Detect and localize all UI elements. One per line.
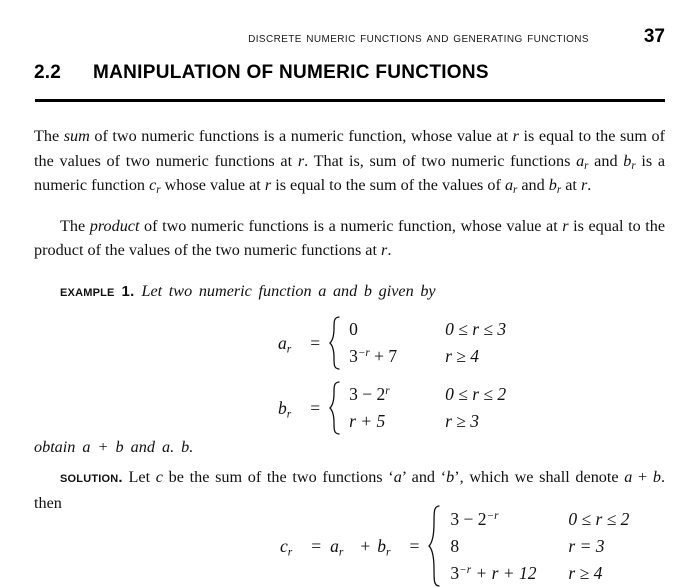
case-expression bbox=[450, 533, 568, 560]
page-number: 37 bbox=[643, 26, 665, 47]
equals-sign: = bbox=[310, 332, 321, 353]
case-expression bbox=[450, 560, 568, 587]
text-fragment: and bbox=[588, 151, 624, 170]
math-var-subscript: r bbox=[556, 184, 562, 197]
example-statement: Let two numeric function a and b given by bbox=[141, 281, 436, 300]
equation-a-r bbox=[278, 316, 506, 370]
equation-b-r bbox=[278, 381, 506, 435]
case-row bbox=[349, 316, 506, 343]
emphasis-sum: sum bbox=[63, 127, 90, 145]
text-fragment: is equal to the product of the values of the two numeric functions at bbox=[34, 216, 666, 260]
expr-pre: 3 − bbox=[349, 384, 377, 404]
text-fragment: is a numeric function bbox=[34, 151, 666, 195]
text-fragment: . bbox=[387, 241, 392, 260]
math-var-b: b bbox=[446, 468, 455, 486]
expr-post: + r + 12 bbox=[471, 562, 537, 583]
math-var-b-sub-r bbox=[548, 176, 562, 197]
math-var-subscript: r bbox=[584, 159, 589, 172]
math-var-base: c bbox=[280, 535, 288, 556]
math-var-a: a bbox=[624, 468, 633, 486]
case-expression bbox=[349, 381, 445, 408]
case-row bbox=[450, 533, 629, 560]
math-var-r: r bbox=[580, 176, 588, 195]
expr-exponent: r bbox=[385, 384, 390, 397]
equation-term-a-r bbox=[330, 536, 343, 557]
example-label: example 1. bbox=[60, 282, 135, 300]
equals-sign: = bbox=[409, 535, 420, 556]
math-var-base: b bbox=[623, 151, 632, 170]
running-head-title: discrete numeric functions and generating functions bbox=[248, 30, 589, 46]
expr-exponent: −r bbox=[459, 563, 472, 576]
expr-pre: 8 bbox=[450, 535, 460, 556]
case-expression bbox=[450, 506, 568, 533]
section-number: 2.2 bbox=[34, 62, 62, 83]
math-var-base: a bbox=[278, 332, 287, 353]
cases-list bbox=[349, 381, 506, 435]
text-fragment: ’ and ‘ bbox=[401, 468, 447, 486]
math-var-a-sub-r bbox=[504, 176, 518, 197]
case-condition: 0 ≤ r ≤ 3 bbox=[445, 319, 507, 339]
equation-lhs bbox=[280, 536, 292, 557]
case-condition: r ≥ 4 bbox=[445, 346, 480, 366]
math-var-r: r bbox=[264, 176, 272, 195]
math-var-a: a bbox=[393, 468, 402, 486]
equals-sign: = bbox=[311, 535, 322, 556]
expr-post: + 7 bbox=[369, 346, 398, 366]
equals-sign: = bbox=[310, 397, 321, 418]
math-var-b-sub-r bbox=[623, 152, 635, 170]
expr-exponent: −r bbox=[486, 509, 499, 522]
equation-lhs bbox=[278, 333, 291, 354]
text-fragment: of two numeric functions is a numeric function, whose value at bbox=[89, 127, 513, 145]
math-var-subscript: r bbox=[286, 407, 292, 420]
section-heading bbox=[34, 62, 489, 84]
text-fragment: ’, which we shall denote bbox=[454, 468, 625, 486]
body-column bbox=[34, 124, 665, 305]
text-fragment: is equal to the sum of the values of two numeric functions at bbox=[34, 127, 666, 170]
expr-base: 2 bbox=[477, 508, 487, 529]
math-var-r: r bbox=[562, 216, 569, 235]
text-fragment: The bbox=[60, 216, 90, 235]
left-brace bbox=[329, 316, 341, 370]
math-var-base: c bbox=[149, 176, 157, 195]
text-fragment: + bbox=[632, 468, 653, 486]
math-var-base: a bbox=[576, 151, 585, 170]
case-row bbox=[349, 343, 506, 370]
paragraph-sum-definition bbox=[34, 124, 665, 198]
case-condition: r = 3 bbox=[568, 535, 605, 556]
equation-term-b-r bbox=[377, 536, 390, 557]
equation-lhs bbox=[278, 398, 291, 419]
text-fragment: Let bbox=[122, 468, 156, 486]
cases-list bbox=[349, 316, 506, 370]
math-var-r: r bbox=[297, 151, 305, 170]
text-fragment: and bbox=[517, 176, 549, 195]
expr-pre: r + 5 bbox=[349, 411, 386, 431]
text-fragment: . then bbox=[34, 468, 666, 512]
obtain-line: obtain a + b and a. b. bbox=[34, 438, 194, 456]
solution-label: solution. bbox=[60, 469, 123, 486]
text-fragment: . That is, sum of two numeric functions bbox=[304, 151, 577, 170]
case-condition: 0 ≤ r ≤ 2 bbox=[568, 508, 630, 529]
math-var-base: a bbox=[330, 535, 339, 556]
case-row bbox=[450, 506, 629, 533]
text-fragment: . bbox=[587, 176, 592, 195]
math-var-c: c bbox=[155, 468, 163, 486]
math-var-r: r bbox=[381, 241, 388, 260]
case-expression bbox=[349, 343, 445, 370]
math-var-base: b bbox=[377, 535, 387, 556]
math-var-subscript: r bbox=[513, 184, 518, 197]
cases-list bbox=[450, 506, 629, 587]
case-row bbox=[450, 560, 629, 587]
expr-pre: 0 bbox=[349, 319, 358, 339]
expr-base: 3 bbox=[450, 562, 460, 583]
math-var-r: r bbox=[512, 127, 519, 145]
math-var-subscript: r bbox=[386, 545, 391, 558]
math-var-c-sub-r bbox=[149, 176, 161, 197]
left-brace bbox=[329, 381, 341, 435]
math-var-a-sub-r bbox=[576, 152, 588, 170]
text-fragment: be the sum of the two functions ‘ bbox=[162, 468, 394, 486]
running-head bbox=[34, 26, 665, 50]
expr-exponent: −r bbox=[357, 346, 370, 359]
text-fragment: at bbox=[561, 176, 581, 195]
case-condition: r ≥ 3 bbox=[445, 411, 480, 431]
equation-c-r bbox=[280, 505, 629, 587]
paragraph-example-1 bbox=[34, 279, 665, 305]
left-brace bbox=[428, 505, 442, 587]
text-fragment: is equal to the sum of the values of bbox=[271, 176, 505, 195]
plus-sign: + bbox=[360, 535, 371, 556]
text-fragment: of two numeric functions is a numeric function, whose value at bbox=[139, 216, 563, 235]
text-fragment: whose value at bbox=[160, 176, 265, 195]
case-condition: r ≥ 4 bbox=[568, 562, 603, 583]
case-row bbox=[349, 408, 506, 435]
math-var-subscript: r bbox=[631, 159, 636, 172]
case-expression bbox=[349, 408, 445, 435]
math-var-b: b bbox=[652, 468, 661, 486]
expr-base: 3 bbox=[349, 346, 358, 366]
math-var-subscript: r bbox=[338, 545, 344, 558]
text-fragment: The bbox=[34, 127, 64, 145]
math-var-base: b bbox=[278, 397, 287, 418]
emphasis-product: product bbox=[89, 216, 140, 235]
expr-pre: 3 − bbox=[450, 508, 478, 529]
case-expression bbox=[349, 316, 445, 343]
case-condition: 0 ≤ r ≤ 2 bbox=[445, 384, 507, 404]
heading-rule bbox=[35, 99, 665, 102]
paragraph-product-definition bbox=[34, 214, 665, 263]
section-title: MANIPULATION OF NUMERIC FUNCTIONS bbox=[93, 62, 489, 83]
math-var-base: a bbox=[504, 176, 514, 195]
math-var-subscript: r bbox=[287, 545, 293, 558]
math-var-base: b bbox=[548, 176, 557, 195]
math-var-subscript: r bbox=[286, 342, 292, 355]
expr-base: 2 bbox=[376, 384, 386, 404]
case-row bbox=[349, 381, 506, 408]
math-var-subscript: r bbox=[156, 184, 161, 197]
